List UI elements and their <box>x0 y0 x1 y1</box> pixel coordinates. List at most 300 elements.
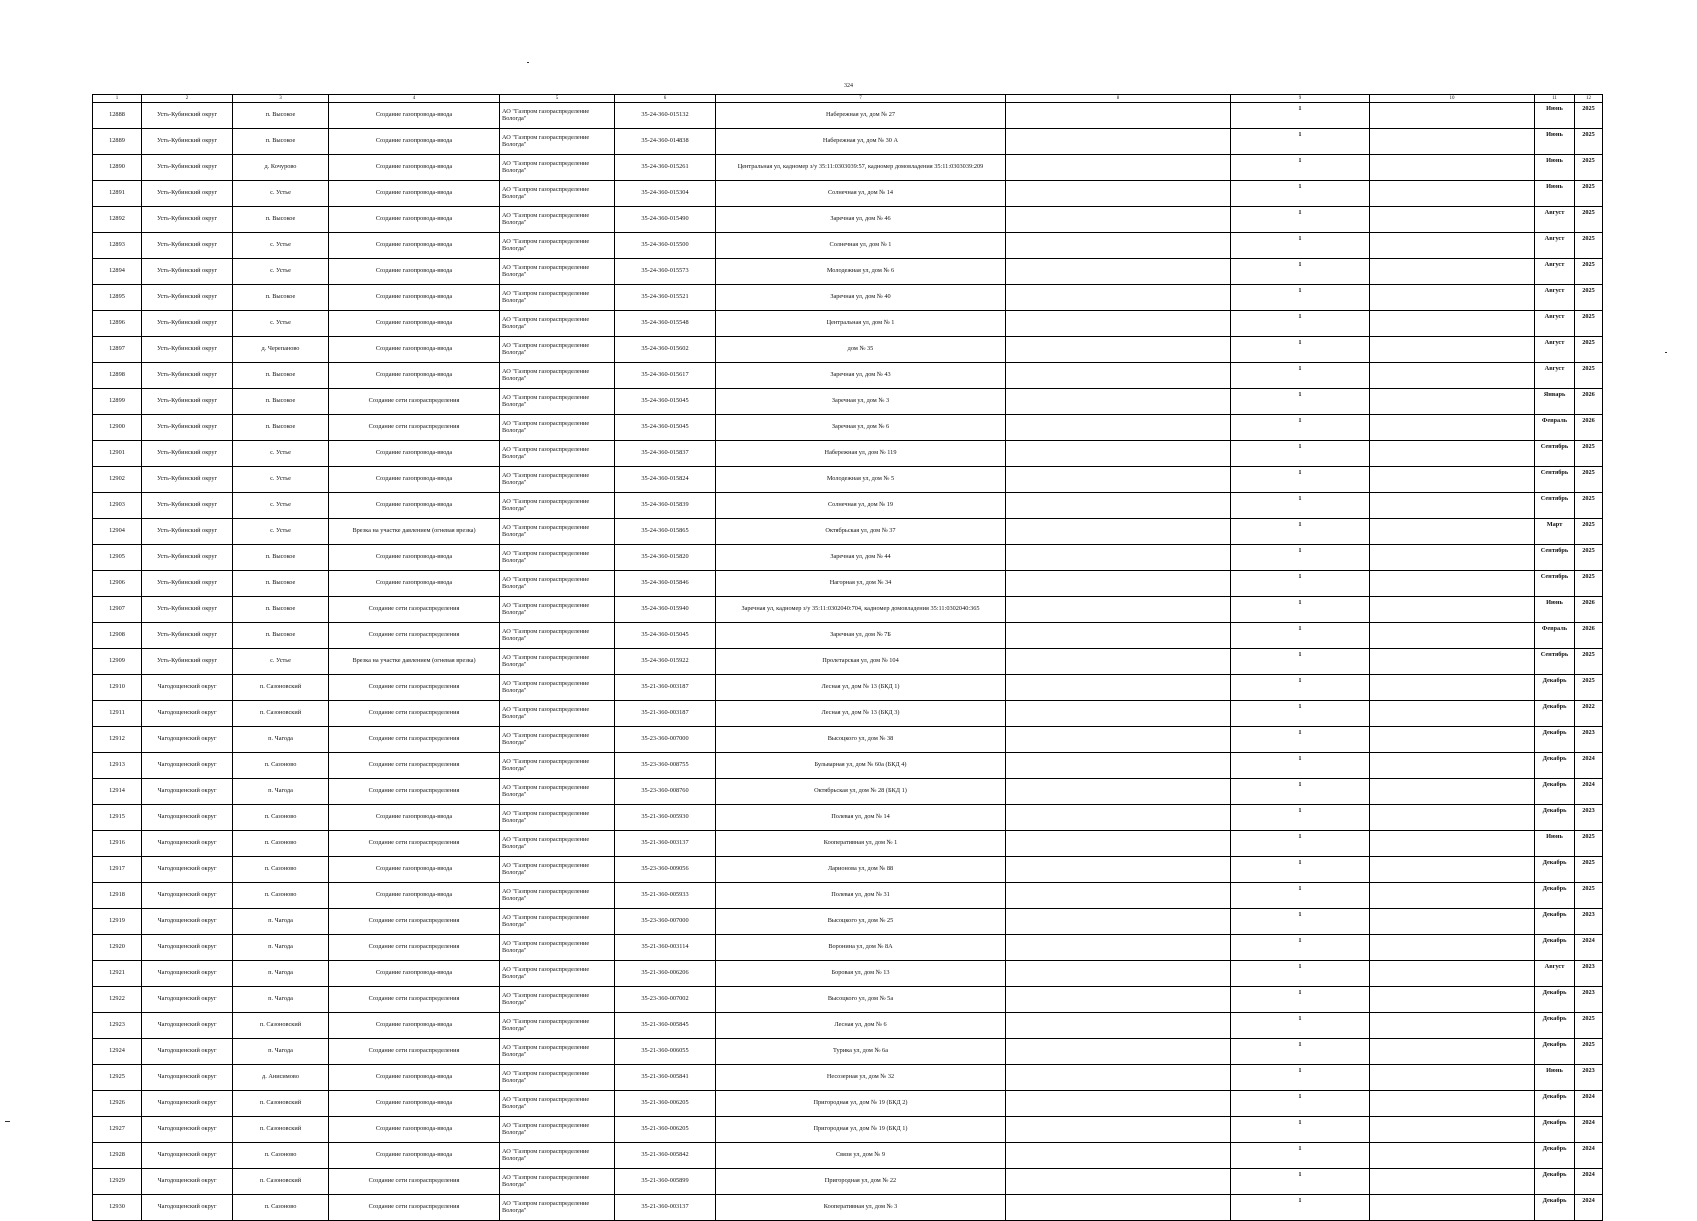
table-row <box>93 961 1603 987</box>
cell-empty <box>1370 727 1535 753</box>
cell-year: 2025 <box>1575 259 1603 285</box>
cell-empty <box>1006 831 1231 857</box>
cell-organization: АО "Газпром газораспределение Вологда" <box>500 987 615 1013</box>
table-row <box>93 155 1603 181</box>
cell-district: Усть-Кубинский округ <box>142 571 233 597</box>
cell-organization: АО "Газпром газораспределение Вологда" <box>500 1013 615 1039</box>
cell-month: Декабрь <box>1535 987 1575 1013</box>
cell-quantity: 1 <box>1231 103 1370 129</box>
cell-quantity: 1 <box>1231 1169 1370 1195</box>
cell-settlement: п. Высокое <box>233 571 329 597</box>
cell-address: Полевая ул, дом № 31 <box>716 883 1006 909</box>
cell-month: Сентябрь <box>1535 545 1575 571</box>
cell-row-number: 12923 <box>93 1013 142 1039</box>
cell-address: Ларионова ул, дом № 88 <box>716 857 1006 883</box>
cell-cadastral-number: 35-24-360-015045 <box>615 623 716 649</box>
cell-month: Декабрь <box>1535 883 1575 909</box>
table-row <box>93 467 1603 493</box>
cell-quantity: 1 <box>1231 831 1370 857</box>
cell-settlement: п. Сазоново <box>233 831 329 857</box>
cell-district: Усть-Кубинский округ <box>142 363 233 389</box>
cell-settlement: д. Черепаново <box>233 337 329 363</box>
cell-row-number: 12899 <box>93 389 142 415</box>
cell-work-type: Врезка на участке давлением (огневая врезка) <box>329 649 500 675</box>
cell-district: Усть-Кубинский округ <box>142 597 233 623</box>
cell-month: Июнь <box>1535 1065 1575 1091</box>
cell-work-type: Создание газопровода-ввода <box>329 259 500 285</box>
cell-settlement: п. Чагода <box>233 909 329 935</box>
cell-empty <box>1370 779 1535 805</box>
cell-settlement: п. Сазоново <box>233 753 329 779</box>
cell-district: Чагодощенский округ <box>142 1065 233 1091</box>
cell-year: 2026 <box>1575 597 1603 623</box>
cell-empty <box>1370 701 1535 727</box>
table-row <box>93 1117 1603 1143</box>
cell-empty <box>1370 571 1535 597</box>
cell-cadastral-number: 35-21-360-003114 <box>615 935 716 961</box>
cell-district: Усть-Кубинский округ <box>142 129 233 155</box>
cell-district: Чагодощенский округ <box>142 1039 233 1065</box>
cell-address: Воронина ул, дом № 8А <box>716 935 1006 961</box>
cell-work-type: Создание газопровода-ввода <box>329 545 500 571</box>
cell-cadastral-number: 35-21-360-005899 <box>615 1169 716 1195</box>
cell-cadastral-number: 35-23-360-007000 <box>615 909 716 935</box>
column-header: 11 <box>1535 95 1575 103</box>
cell-year: 2026 <box>1575 415 1603 441</box>
cell-address: Несозерная ул, дом № 32 <box>716 1065 1006 1091</box>
cell-month: Декабрь <box>1535 1169 1575 1195</box>
cell-year: 2025 <box>1575 181 1603 207</box>
cell-settlement: п. Чагода <box>233 779 329 805</box>
cell-work-type: Создание газопровода-ввода <box>329 493 500 519</box>
cell-year: 2024 <box>1575 1117 1603 1143</box>
cell-organization: АО "Газпром газораспределение Вологда" <box>500 935 615 961</box>
cell-district: Усть-Кубинский округ <box>142 337 233 363</box>
cell-row-number: 12907 <box>93 597 142 623</box>
cell-row-number: 12916 <box>93 831 142 857</box>
cell-year: 2025 <box>1575 883 1603 909</box>
cell-empty <box>1006 727 1231 753</box>
cell-month: Декабрь <box>1535 779 1575 805</box>
cell-empty <box>1006 909 1231 935</box>
cell-organization: АО "Газпром газораспределение Вологда" <box>500 467 615 493</box>
cell-work-type: Создание сети газораспределения <box>329 831 500 857</box>
scan-speck <box>527 62 529 63</box>
table-row <box>93 571 1603 597</box>
table-row <box>93 727 1603 753</box>
cell-row-number: 12903 <box>93 493 142 519</box>
cell-row-number: 12925 <box>93 1065 142 1091</box>
cell-district: Усть-Кубинский округ <box>142 181 233 207</box>
cell-settlement: п. Высокое <box>233 545 329 571</box>
cell-address: Октябрьская ул, дом № 37 <box>716 519 1006 545</box>
cell-district: Чагодощенский округ <box>142 753 233 779</box>
cell-organization: АО "Газпром газораспределение Вологда" <box>500 493 615 519</box>
column-header: 8 <box>1006 95 1231 103</box>
cell-cadastral-number: 35-24-360-015602 <box>615 337 716 363</box>
cell-district: Чагодощенский округ <box>142 1117 233 1143</box>
cell-month: Август <box>1535 337 1575 363</box>
cell-cadastral-number: 35-23-360-007000 <box>615 727 716 753</box>
cell-year: 2025 <box>1575 1039 1603 1065</box>
cell-year: 2022 <box>1575 701 1603 727</box>
cell-quantity: 1 <box>1231 181 1370 207</box>
cell-organization: АО "Газпром газораспределение Вологда" <box>500 1091 615 1117</box>
cell-address: Лесная ул, дом № 13 (БКД 1) <box>716 675 1006 701</box>
cell-settlement: п. Сазоново <box>233 857 329 883</box>
cell-empty <box>1006 259 1231 285</box>
cell-settlement: с. Устье <box>233 467 329 493</box>
cell-quantity: 1 <box>1231 883 1370 909</box>
cell-work-type: Создание газопровода-ввода <box>329 337 500 363</box>
cell-address: Заречная ул, дом № 44 <box>716 545 1006 571</box>
column-header: 7 <box>716 95 1006 103</box>
cell-month: Август <box>1535 259 1575 285</box>
cell-settlement: п. Чагода <box>233 1039 329 1065</box>
cell-cadastral-number: 35-24-360-015846 <box>615 571 716 597</box>
cell-empty <box>1370 181 1535 207</box>
cell-work-type: Создание сети газораспределения <box>329 727 500 753</box>
cell-month: Февраль <box>1535 623 1575 649</box>
cell-organization: АО "Газпром газораспределение Вологда" <box>500 909 615 935</box>
table-row <box>93 1169 1603 1195</box>
cell-work-type: Создание сети газораспределения <box>329 1039 500 1065</box>
cell-organization: АО "Газпром газораспределение Вологда" <box>500 831 615 857</box>
column-header: 12 <box>1575 95 1603 103</box>
cell-month: Июнь <box>1535 597 1575 623</box>
cell-settlement: п. Высокое <box>233 103 329 129</box>
cell-year: 2023 <box>1575 961 1603 987</box>
cell-address: Набережная ул, дом № 27 <box>716 103 1006 129</box>
cell-quantity: 1 <box>1231 935 1370 961</box>
cell-quantity: 1 <box>1231 207 1370 233</box>
cell-work-type: Создание сети газораспределения <box>329 389 500 415</box>
cell-settlement: п. Высокое <box>233 285 329 311</box>
cell-address: дом № 35 <box>716 337 1006 363</box>
cell-organization: АО "Газпром газораспределение Вологда" <box>500 441 615 467</box>
cell-empty <box>1370 389 1535 415</box>
cell-empty <box>1370 233 1535 259</box>
cell-work-type: Врезка на участке давлением (огневая врезка) <box>329 519 500 545</box>
cell-empty <box>1370 649 1535 675</box>
table-row <box>93 987 1603 1013</box>
cell-quantity: 1 <box>1231 987 1370 1013</box>
cell-district: Чагодощенский округ <box>142 727 233 753</box>
cell-district: Усть-Кубинский округ <box>142 207 233 233</box>
cell-quantity: 1 <box>1231 233 1370 259</box>
cell-empty <box>1006 1169 1231 1195</box>
table-row <box>93 415 1603 441</box>
cell-month: Декабрь <box>1535 857 1575 883</box>
cell-work-type: Создание газопровода-ввода <box>329 233 500 259</box>
cell-organization: АО "Газпром газораспределение Вологда" <box>500 155 615 181</box>
table-row <box>93 493 1603 519</box>
cell-empty <box>1370 1143 1535 1169</box>
cell-empty <box>1006 389 1231 415</box>
cell-row-number: 12904 <box>93 519 142 545</box>
cell-month: Январь <box>1535 389 1575 415</box>
cell-district: Чагодощенский округ <box>142 701 233 727</box>
cell-row-number: 12908 <box>93 623 142 649</box>
cell-empty <box>1370 467 1535 493</box>
cell-empty <box>1006 311 1231 337</box>
cell-work-type: Создание газопровода-ввода <box>329 467 500 493</box>
cell-organization: АО "Газпром газораспределение Вологда" <box>500 857 615 883</box>
cell-work-type: Создание газопровода-ввода <box>329 1143 500 1169</box>
cell-settlement: п. Высокое <box>233 623 329 649</box>
cell-year: 2023 <box>1575 1065 1603 1091</box>
cell-work-type: Создание сети газораспределения <box>329 987 500 1013</box>
cell-quantity: 1 <box>1231 623 1370 649</box>
cell-district: Чагодощенский округ <box>142 675 233 701</box>
cell-quantity: 1 <box>1231 909 1370 935</box>
table-row <box>93 831 1603 857</box>
cell-year: 2025 <box>1575 207 1603 233</box>
cell-empty <box>1006 207 1231 233</box>
cell-quantity: 1 <box>1231 493 1370 519</box>
cell-work-type: Создание газопровода-ввода <box>329 857 500 883</box>
cell-work-type: Создание газопровода-ввода <box>329 1065 500 1091</box>
cell-row-number: 12911 <box>93 701 142 727</box>
cell-address: Лесная ул, дом № 6 <box>716 1013 1006 1039</box>
cell-work-type: Создание газопровода-ввода <box>329 961 500 987</box>
cell-cadastral-number: 35-24-360-015261 <box>615 155 716 181</box>
cell-month: Декабрь <box>1535 675 1575 701</box>
cell-settlement: с. Устье <box>233 233 329 259</box>
cell-empty <box>1370 883 1535 909</box>
cell-month: Июнь <box>1535 129 1575 155</box>
cell-empty <box>1370 857 1535 883</box>
table-row <box>93 805 1603 831</box>
cell-row-number: 12928 <box>93 1143 142 1169</box>
cell-organization: АО "Газпром газораспределение Вологда" <box>500 701 615 727</box>
cell-quantity: 1 <box>1231 571 1370 597</box>
cell-year: 2025 <box>1575 857 1603 883</box>
cell-cadastral-number: 35-21-360-006205 <box>615 1117 716 1143</box>
cell-empty <box>1370 1013 1535 1039</box>
cell-organization: АО "Газпром газораспределение Вологда" <box>500 1195 615 1221</box>
cell-quantity: 1 <box>1231 1143 1370 1169</box>
cell-month: Декабрь <box>1535 701 1575 727</box>
cell-cadastral-number: 35-24-360-015837 <box>615 441 716 467</box>
cell-organization: АО "Газпром газораспределение Вологда" <box>500 1117 615 1143</box>
cell-empty <box>1006 363 1231 389</box>
cell-year: 2024 <box>1575 753 1603 779</box>
cell-district: Усть-Кубинский округ <box>142 389 233 415</box>
cell-cadastral-number: 35-21-360-003137 <box>615 1195 716 1221</box>
cell-quantity: 1 <box>1231 285 1370 311</box>
cell-cadastral-number: 35-21-360-006206 <box>615 961 716 987</box>
cell-empty <box>1370 961 1535 987</box>
table-row <box>93 675 1603 701</box>
cell-empty <box>1370 623 1535 649</box>
cell-row-number: 12902 <box>93 467 142 493</box>
cell-work-type: Создание сети газораспределения <box>329 779 500 805</box>
cell-settlement: п. Высокое <box>233 363 329 389</box>
cell-organization: АО "Газпром газораспределение Вологда" <box>500 1143 615 1169</box>
cell-organization: АО "Газпром газораспределение Вологда" <box>500 363 615 389</box>
table-row <box>93 1039 1603 1065</box>
cell-cadastral-number: 35-21-360-005842 <box>615 1143 716 1169</box>
cell-work-type: Создание газопровода-ввода <box>329 1091 500 1117</box>
cell-cadastral-number: 35-24-360-015865 <box>615 519 716 545</box>
cell-empty <box>1006 805 1231 831</box>
cell-organization: АО "Газпром газораспределение Вологда" <box>500 103 615 129</box>
cell-address: Бульварная ул, дом № 60а (БКД 4) <box>716 753 1006 779</box>
cell-work-type: Создание газопровода-ввода <box>329 181 500 207</box>
cell-cadastral-number: 35-21-360-005841 <box>615 1065 716 1091</box>
cell-address: Пролетарская ул, дом № 104 <box>716 649 1006 675</box>
cell-quantity: 1 <box>1231 337 1370 363</box>
cell-row-number: 12914 <box>93 779 142 805</box>
cell-empty <box>1006 545 1231 571</box>
cell-row-number: 12919 <box>93 909 142 935</box>
cell-work-type: Создание сети газораспределения <box>329 753 500 779</box>
cell-empty <box>1370 1091 1535 1117</box>
cell-year: 2025 <box>1575 311 1603 337</box>
cell-organization: АО "Газпром газораспределение Вологда" <box>500 207 615 233</box>
cell-year: 2025 <box>1575 519 1603 545</box>
cell-month: Август <box>1535 961 1575 987</box>
cell-organization: АО "Газпром газораспределение Вологда" <box>500 649 615 675</box>
cell-address: Высоцкого ул, дом № 25 <box>716 909 1006 935</box>
cell-empty <box>1370 935 1535 961</box>
cell-row-number: 12920 <box>93 935 142 961</box>
cell-district: Чагодощенский округ <box>142 935 233 961</box>
scan-speck <box>5 1121 10 1122</box>
cell-year: 2025 <box>1575 441 1603 467</box>
cell-district: Усть-Кубинский округ <box>142 441 233 467</box>
table-row <box>93 1143 1603 1169</box>
cell-address: Лесная ул, дом № 13 (БКД 3) <box>716 701 1006 727</box>
cell-quantity: 1 <box>1231 727 1370 753</box>
cell-district: Чагодощенский округ <box>142 961 233 987</box>
cell-address: Молодежная ул, дом № 5 <box>716 467 1006 493</box>
cell-empty <box>1006 987 1231 1013</box>
cell-address: Боровая ул, дом № 13 <box>716 961 1006 987</box>
cell-row-number: 12892 <box>93 207 142 233</box>
cell-row-number: 12918 <box>93 883 142 909</box>
cell-organization: АО "Газпром газораспределение Вологда" <box>500 571 615 597</box>
table-row <box>93 337 1603 363</box>
cell-address: Солнечная ул, дом № 19 <box>716 493 1006 519</box>
cell-work-type: Создание газопровода-ввода <box>329 155 500 181</box>
cell-cadastral-number: 35-21-360-005930 <box>615 805 716 831</box>
table-row <box>93 129 1603 155</box>
cell-empty <box>1006 883 1231 909</box>
cell-year: 2025 <box>1575 285 1603 311</box>
cell-empty <box>1006 623 1231 649</box>
cell-month: Декабрь <box>1535 753 1575 779</box>
cell-district: Чагодощенский округ <box>142 857 233 883</box>
cell-address: Полевая ул, дом № 14 <box>716 805 1006 831</box>
cell-organization: АО "Газпром газораспределение Вологда" <box>500 285 615 311</box>
cell-organization: АО "Газпром газораспределение Вологда" <box>500 259 615 285</box>
cell-address: Набережная ул, дом № 119 <box>716 441 1006 467</box>
cell-row-number: 12929 <box>93 1169 142 1195</box>
cell-quantity: 1 <box>1231 259 1370 285</box>
cell-work-type: Создание газопровода-ввода <box>329 441 500 467</box>
cell-month: Июнь <box>1535 103 1575 129</box>
cell-work-type: Создание газопровода-ввода <box>329 103 500 129</box>
cell-month: Декабрь <box>1535 1117 1575 1143</box>
cell-cadastral-number: 35-24-360-015824 <box>615 467 716 493</box>
cell-settlement: п. Чагода <box>233 727 329 753</box>
cell-row-number: 12896 <box>93 311 142 337</box>
cell-empty <box>1006 441 1231 467</box>
cell-cadastral-number: 35-24-360-015820 <box>615 545 716 571</box>
column-header: 1 <box>93 95 142 103</box>
cell-cadastral-number: 35-24-360-015573 <box>615 259 716 285</box>
cell-cadastral-number: 35-24-360-015045 <box>615 389 716 415</box>
cell-month: Июнь <box>1535 155 1575 181</box>
cell-empty <box>1370 831 1535 857</box>
cell-empty <box>1370 493 1535 519</box>
cell-cadastral-number: 35-23-360-009056 <box>615 857 716 883</box>
cell-cadastral-number: 35-24-360-015521 <box>615 285 716 311</box>
cell-address: Солнечная ул, дом № 1 <box>716 233 1006 259</box>
cell-work-type: Создание газопровода-ввода <box>329 1117 500 1143</box>
cell-district: Чагодощенский округ <box>142 987 233 1013</box>
cell-cadastral-number: 35-21-360-005933 <box>615 883 716 909</box>
cell-settlement: д. Анисимово <box>233 1065 329 1091</box>
cell-settlement: п. Чагода <box>233 987 329 1013</box>
cell-row-number: 12926 <box>93 1091 142 1117</box>
cell-empty <box>1006 129 1231 155</box>
cell-row-number: 12910 <box>93 675 142 701</box>
cell-empty <box>1006 155 1231 181</box>
table-row <box>93 753 1603 779</box>
cell-address: Высоцкого ул, дом № 38 <box>716 727 1006 753</box>
cell-quantity: 1 <box>1231 649 1370 675</box>
cell-empty <box>1006 1039 1231 1065</box>
cell-row-number: 12895 <box>93 285 142 311</box>
cell-organization: АО "Газпром газораспределение Вологда" <box>500 779 615 805</box>
cell-empty <box>1006 1195 1231 1221</box>
cell-quantity: 1 <box>1231 389 1370 415</box>
cell-empty <box>1370 363 1535 389</box>
cell-organization: АО "Газпром газораспределение Вологда" <box>500 805 615 831</box>
cell-year: 2026 <box>1575 389 1603 415</box>
cell-year: 2025 <box>1575 129 1603 155</box>
cell-district: Усть-Кубинский округ <box>142 285 233 311</box>
cell-settlement: п. Сазоново <box>233 883 329 909</box>
cell-settlement: с. Устье <box>233 441 329 467</box>
cell-empty <box>1006 1091 1231 1117</box>
cell-cadastral-number: 35-24-360-015132 <box>615 103 716 129</box>
cell-month: Август <box>1535 207 1575 233</box>
cell-settlement: п. Сазоново <box>233 1143 329 1169</box>
cell-row-number: 12912 <box>93 727 142 753</box>
column-header: 2 <box>142 95 233 103</box>
cell-month: Декабрь <box>1535 727 1575 753</box>
cell-cadastral-number: 35-21-360-006205 <box>615 1091 716 1117</box>
cell-address: Октябрьская ул, дом № 28 (БКД 1) <box>716 779 1006 805</box>
scan-speck <box>1665 352 1667 353</box>
cell-row-number: 12901 <box>93 441 142 467</box>
cell-district: Чагодощенский округ <box>142 1195 233 1221</box>
cell-address: Центральная ул, кадномер з/у 35:11:0303039:57, кадномер домовладения 35:11:0303039:209 <box>716 155 1006 181</box>
cell-empty <box>1006 961 1231 987</box>
cell-quantity: 1 <box>1231 961 1370 987</box>
cell-year: 2025 <box>1575 103 1603 129</box>
cell-year: 2025 <box>1575 649 1603 675</box>
cell-work-type: Создание сети газораспределения <box>329 597 500 623</box>
table-row <box>93 181 1603 207</box>
cell-quantity: 1 <box>1231 805 1370 831</box>
table-row <box>93 1013 1603 1039</box>
cell-work-type: Создание сети газораспределения <box>329 701 500 727</box>
